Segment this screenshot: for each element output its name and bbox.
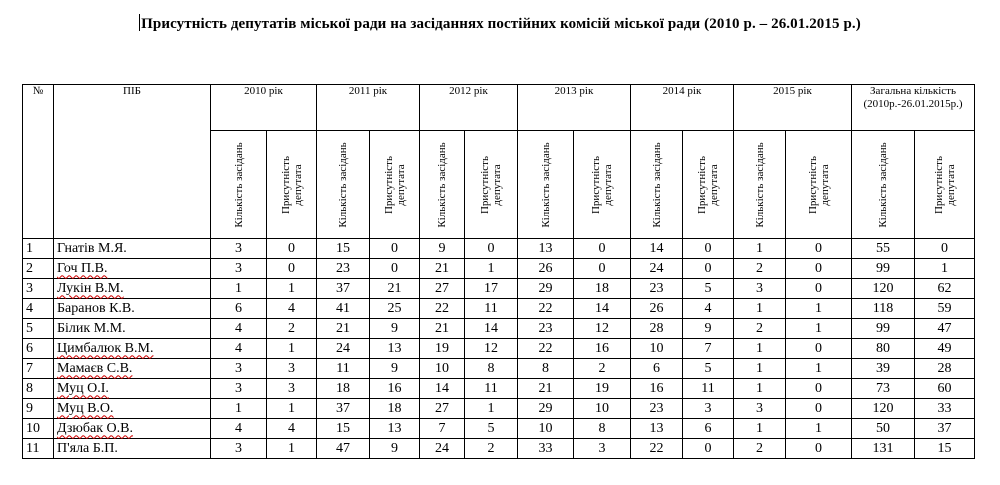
header-year: 2015 рік <box>734 85 852 131</box>
sessions-count-cell: 6 <box>631 359 683 379</box>
sessions-count-cell: 21 <box>420 319 465 339</box>
sessions-count-cell: 14 <box>420 379 465 399</box>
subheader-sessions <box>211 131 267 239</box>
sessions-count-cell: 4 <box>211 419 267 439</box>
presence-count-cell: 1 <box>267 399 317 419</box>
row-number: 2 <box>23 259 54 279</box>
sessions-count-cell: 8 <box>518 359 574 379</box>
row-number: 8 <box>23 379 54 399</box>
sessions-count-cell: 22 <box>518 299 574 319</box>
row-number: 3 <box>23 279 54 299</box>
deputy-name-cell <box>54 399 211 419</box>
subheader-label: Кількість засідань <box>539 141 552 228</box>
sessions-count-cell: 23 <box>631 279 683 299</box>
subheader-label: Кількість засідань <box>337 141 349 228</box>
sessions-count-cell: 55 <box>852 239 915 259</box>
header-row-years <box>23 85 975 131</box>
subheader-sessions <box>420 131 465 239</box>
row-number: 5 <box>23 319 54 339</box>
sessions-count-cell: 21 <box>518 379 574 399</box>
deputy-name: Лукін В.М. <box>57 280 124 296</box>
header-year: 2011 рік <box>317 85 420 131</box>
deputy-name: Мамаєв С.В. <box>57 360 133 376</box>
subheader-presence <box>574 131 631 239</box>
sessions-count-cell: 4 <box>211 339 267 359</box>
presence-count-cell: 0 <box>786 339 852 359</box>
sessions-count-cell: 1 <box>734 379 786 399</box>
sessions-count-cell: 23 <box>631 399 683 419</box>
subheader-presence <box>786 131 852 239</box>
subheader-sessions <box>631 131 683 239</box>
row-number: 9 <box>23 399 54 419</box>
sessions-count-cell: 1 <box>734 339 786 359</box>
presence-count-cell: 3 <box>574 439 631 459</box>
presence-count-cell: 0 <box>370 239 420 259</box>
sessions-count-cell: 3 <box>211 259 267 279</box>
presence-count-cell: 11 <box>465 379 518 399</box>
sessions-count-cell: 7 <box>420 419 465 439</box>
header-year: 2013 рік <box>518 85 631 131</box>
document-title-text: Присутність депутатів міської ради на засіданнях постійних комісій міської ради (2010 р. – 26.01.2015 р.) <box>141 16 861 32</box>
presence-count-cell: 0 <box>786 399 852 419</box>
sessions-count-cell: 1 <box>734 359 786 379</box>
sessions-count-cell: 13 <box>631 419 683 439</box>
subheader-label: Кількість засідань <box>232 141 245 228</box>
subheader-label: Присутність депутата <box>590 155 614 214</box>
presence-count-cell: 28 <box>915 359 975 379</box>
table-row <box>23 359 975 379</box>
presence-count-cell: 2 <box>267 319 317 339</box>
presence-count-cell: 47 <box>915 319 975 339</box>
presence-count-cell: 12 <box>574 319 631 339</box>
presence-count-cell: 5 <box>465 419 518 439</box>
presence-count-cell: 2 <box>574 359 631 379</box>
sessions-count-cell: 21 <box>317 319 370 339</box>
subheader-presence <box>683 131 734 239</box>
subheader-label: Кількість засідань <box>753 141 766 228</box>
table-row <box>23 239 975 259</box>
sessions-count-cell: 41 <box>317 299 370 319</box>
presence-count-cell: 0 <box>786 379 852 399</box>
table-row <box>23 439 975 459</box>
presence-count-cell: 14 <box>465 319 518 339</box>
presence-count-cell: 4 <box>267 299 317 319</box>
deputy-name-cell <box>54 359 211 379</box>
sessions-count-cell: 3 <box>734 399 786 419</box>
subheader-label: Присутність депутата <box>932 155 957 214</box>
sessions-count-cell: 15 <box>317 419 370 439</box>
deputy-name-cell <box>54 379 211 399</box>
sessions-count-cell: 10 <box>631 339 683 359</box>
presence-count-cell: 0 <box>370 259 420 279</box>
row-number: 1 <box>23 239 54 259</box>
presence-count-cell: 0 <box>683 439 734 459</box>
presence-count-cell: 7 <box>683 339 734 359</box>
subheader-label: Кількість засідань <box>436 141 448 228</box>
deputy-name: Гнатів М.Я. <box>57 240 127 256</box>
sessions-count-cell: 22 <box>420 299 465 319</box>
presence-count-cell: 0 <box>683 239 734 259</box>
sessions-count-cell: 18 <box>317 379 370 399</box>
sessions-count-cell: 15 <box>317 239 370 259</box>
sessions-count-cell: 27 <box>420 399 465 419</box>
subheader-sessions <box>852 131 915 239</box>
sessions-count-cell: 50 <box>852 419 915 439</box>
presence-count-cell: 49 <box>915 339 975 359</box>
presence-count-cell: 0 <box>786 259 852 279</box>
presence-count-cell: 11 <box>683 379 734 399</box>
presence-count-cell: 8 <box>574 419 631 439</box>
presence-count-cell: 4 <box>683 299 734 319</box>
subheader-label: Присутність депутата <box>279 155 304 214</box>
presence-count-cell: 1 <box>786 419 852 439</box>
presence-count-cell: 3 <box>683 399 734 419</box>
sessions-count-cell: 2 <box>734 439 786 459</box>
sessions-count-cell: 22 <box>518 339 574 359</box>
sessions-count-cell: 19 <box>420 339 465 359</box>
presence-count-cell: 1 <box>465 399 518 419</box>
table-row <box>23 339 975 359</box>
presence-count-cell: 15 <box>915 439 975 459</box>
sessions-count-cell: 29 <box>518 279 574 299</box>
presence-count-cell: 1 <box>267 339 317 359</box>
deputy-name-cell <box>54 339 211 359</box>
deputy-name: Гоч П.В. <box>57 260 108 276</box>
presence-count-cell: 1 <box>267 279 317 299</box>
deputy-name-cell <box>54 439 211 459</box>
table-row <box>23 299 975 319</box>
sessions-count-cell: 6 <box>211 299 267 319</box>
presence-count-cell: 3 <box>267 379 317 399</box>
sessions-count-cell: 3 <box>211 379 267 399</box>
subheader-presence <box>915 131 975 239</box>
table-body <box>23 239 975 459</box>
presence-count-cell: 13 <box>370 419 420 439</box>
sessions-count-cell: 23 <box>317 259 370 279</box>
presence-count-cell: 37 <box>915 419 975 439</box>
sessions-count-cell: 99 <box>852 259 915 279</box>
header-year: 2010 рік <box>211 85 317 131</box>
sessions-count-cell: 24 <box>631 259 683 279</box>
sessions-count-cell: 99 <box>852 319 915 339</box>
sessions-count-cell: 3 <box>211 359 267 379</box>
subheader-label: Присутність депутата <box>382 155 407 214</box>
text-cursor <box>139 14 140 31</box>
header-year: 2012 рік <box>420 85 518 131</box>
presence-count-cell: 5 <box>683 359 734 379</box>
sessions-count-cell: 1 <box>734 299 786 319</box>
sessions-count-cell: 4 <box>211 319 267 339</box>
sessions-count-cell: 9 <box>420 239 465 259</box>
presence-count-cell: 8 <box>465 359 518 379</box>
sessions-count-cell: 131 <box>852 439 915 459</box>
presence-count-cell: 0 <box>574 259 631 279</box>
presence-count-cell: 5 <box>683 279 734 299</box>
subheader-presence <box>267 131 317 239</box>
presence-count-cell: 0 <box>786 439 852 459</box>
deputy-name: Цимбалюк В.М. <box>57 340 154 356</box>
sessions-count-cell: 3 <box>211 239 267 259</box>
sessions-count-cell: 3 <box>211 439 267 459</box>
presence-count-cell: 16 <box>574 339 631 359</box>
sessions-count-cell: 10 <box>518 419 574 439</box>
presence-count-cell: 0 <box>465 239 518 259</box>
header-name: ПІБ <box>54 85 211 239</box>
presence-count-cell: 18 <box>370 399 420 419</box>
sessions-count-cell: 29 <box>518 399 574 419</box>
presence-count-cell: 0 <box>786 279 852 299</box>
presence-count-cell: 16 <box>370 379 420 399</box>
subheader-label: Присутність депутата <box>806 155 831 214</box>
presence-count-cell: 14 <box>574 299 631 319</box>
presence-count-cell: 1 <box>267 439 317 459</box>
sessions-count-cell: 120 <box>852 279 915 299</box>
sessions-count-cell: 80 <box>852 339 915 359</box>
presence-count-cell: 2 <box>465 439 518 459</box>
table-row <box>23 259 975 279</box>
sessions-count-cell: 3 <box>734 279 786 299</box>
deputy-name-cell <box>54 259 211 279</box>
deputy-name-cell <box>54 419 211 439</box>
sessions-count-cell: 22 <box>631 439 683 459</box>
sessions-count-cell: 1 <box>734 419 786 439</box>
presence-count-cell: 1 <box>786 299 852 319</box>
table-row <box>23 279 975 299</box>
sessions-count-cell: 10 <box>420 359 465 379</box>
presence-count-cell: 1 <box>786 319 852 339</box>
deputy-name-cell <box>54 239 211 259</box>
sessions-count-cell: 11 <box>317 359 370 379</box>
sessions-count-cell: 1 <box>211 399 267 419</box>
presence-count-cell: 21 <box>370 279 420 299</box>
sessions-count-cell: 1 <box>734 239 786 259</box>
sessions-count-cell: 27 <box>420 279 465 299</box>
deputy-name: Баранов К.В. <box>57 300 135 316</box>
header-num: № <box>23 85 54 239</box>
deputy-name-cell <box>54 319 211 339</box>
presence-count-cell: 17 <box>465 279 518 299</box>
sessions-count-cell: 28 <box>631 319 683 339</box>
presence-count-cell: 0 <box>915 239 975 259</box>
deputy-name: Муц О.І. <box>57 380 109 396</box>
table-row <box>23 419 975 439</box>
presence-count-cell: 13 <box>370 339 420 359</box>
presence-count-cell: 0 <box>786 239 852 259</box>
presence-count-cell: 18 <box>574 279 631 299</box>
presence-count-cell: 33 <box>915 399 975 419</box>
sessions-count-cell: 2 <box>734 319 786 339</box>
presence-count-cell: 25 <box>370 299 420 319</box>
deputy-name: Муц В.О. <box>57 400 114 416</box>
sessions-count-cell: 26 <box>518 259 574 279</box>
presence-count-cell: 4 <box>267 419 317 439</box>
presence-count-cell: 60 <box>915 379 975 399</box>
subheader-sessions <box>734 131 786 239</box>
row-number: 10 <box>23 419 54 439</box>
table-row <box>23 379 975 399</box>
row-number: 4 <box>23 299 54 319</box>
deputy-name-cell <box>54 279 211 299</box>
presence-count-cell: 0 <box>683 259 734 279</box>
presence-count-cell: 10 <box>574 399 631 419</box>
sessions-count-cell: 1 <box>211 279 267 299</box>
sessions-count-cell: 37 <box>317 279 370 299</box>
deputy-name: П'яла Б.П. <box>57 440 118 456</box>
presence-count-cell: 1 <box>786 359 852 379</box>
sessions-count-cell: 13 <box>518 239 574 259</box>
subheader-presence <box>370 131 420 239</box>
presence-count-cell: 0 <box>574 239 631 259</box>
presence-count-cell: 9 <box>370 359 420 379</box>
presence-count-cell: 6 <box>683 419 734 439</box>
sessions-count-cell: 39 <box>852 359 915 379</box>
presence-count-cell: 62 <box>915 279 975 299</box>
table-row <box>23 399 975 419</box>
sessions-count-cell: 16 <box>631 379 683 399</box>
header-year: 2014 рік <box>631 85 734 131</box>
presence-count-cell: 59 <box>915 299 975 319</box>
sessions-count-cell: 24 <box>420 439 465 459</box>
row-number: 6 <box>23 339 54 359</box>
presence-count-cell: 11 <box>465 299 518 319</box>
document-title <box>0 14 1000 33</box>
sessions-count-cell: 21 <box>420 259 465 279</box>
row-number: 11 <box>23 439 54 459</box>
subheader-sessions <box>518 131 574 239</box>
sessions-count-cell: 73 <box>852 379 915 399</box>
sessions-count-cell: 23 <box>518 319 574 339</box>
attendance-table <box>22 84 975 459</box>
subheader-label: Кількість засідань <box>650 141 663 228</box>
subheader-label: Кількість засідань <box>877 141 889 228</box>
presence-count-cell: 1 <box>915 259 975 279</box>
presence-count-cell: 9 <box>370 319 420 339</box>
presence-count-cell: 9 <box>683 319 734 339</box>
presence-count-cell: 3 <box>267 359 317 379</box>
deputy-name: Білик М.М. <box>57 320 126 336</box>
row-number: 7 <box>23 359 54 379</box>
sessions-count-cell: 33 <box>518 439 574 459</box>
table-row <box>23 319 975 339</box>
deputy-name: Дзюбак О.В. <box>57 420 133 436</box>
deputy-name-cell <box>54 299 211 319</box>
sessions-count-cell: 118 <box>852 299 915 319</box>
subheader-label: Присутність депутата <box>479 155 503 214</box>
presence-count-cell: 0 <box>267 259 317 279</box>
presence-count-cell: 1 <box>465 259 518 279</box>
presence-count-cell: 12 <box>465 339 518 359</box>
subheader-sessions <box>317 131 370 239</box>
sessions-count-cell: 2 <box>734 259 786 279</box>
subheader-presence <box>465 131 518 239</box>
sessions-count-cell: 47 <box>317 439 370 459</box>
sessions-count-cell: 14 <box>631 239 683 259</box>
sessions-count-cell: 120 <box>852 399 915 419</box>
header-total: Загальна кількість (2010р.-26.01.2015р.) <box>852 85 975 131</box>
sessions-count-cell: 37 <box>317 399 370 419</box>
presence-count-cell: 0 <box>267 239 317 259</box>
presence-count-cell: 9 <box>370 439 420 459</box>
subheader-label: Присутність депутата <box>696 155 720 214</box>
sessions-count-cell: 26 <box>631 299 683 319</box>
presence-count-cell: 19 <box>574 379 631 399</box>
sessions-count-cell: 24 <box>317 339 370 359</box>
